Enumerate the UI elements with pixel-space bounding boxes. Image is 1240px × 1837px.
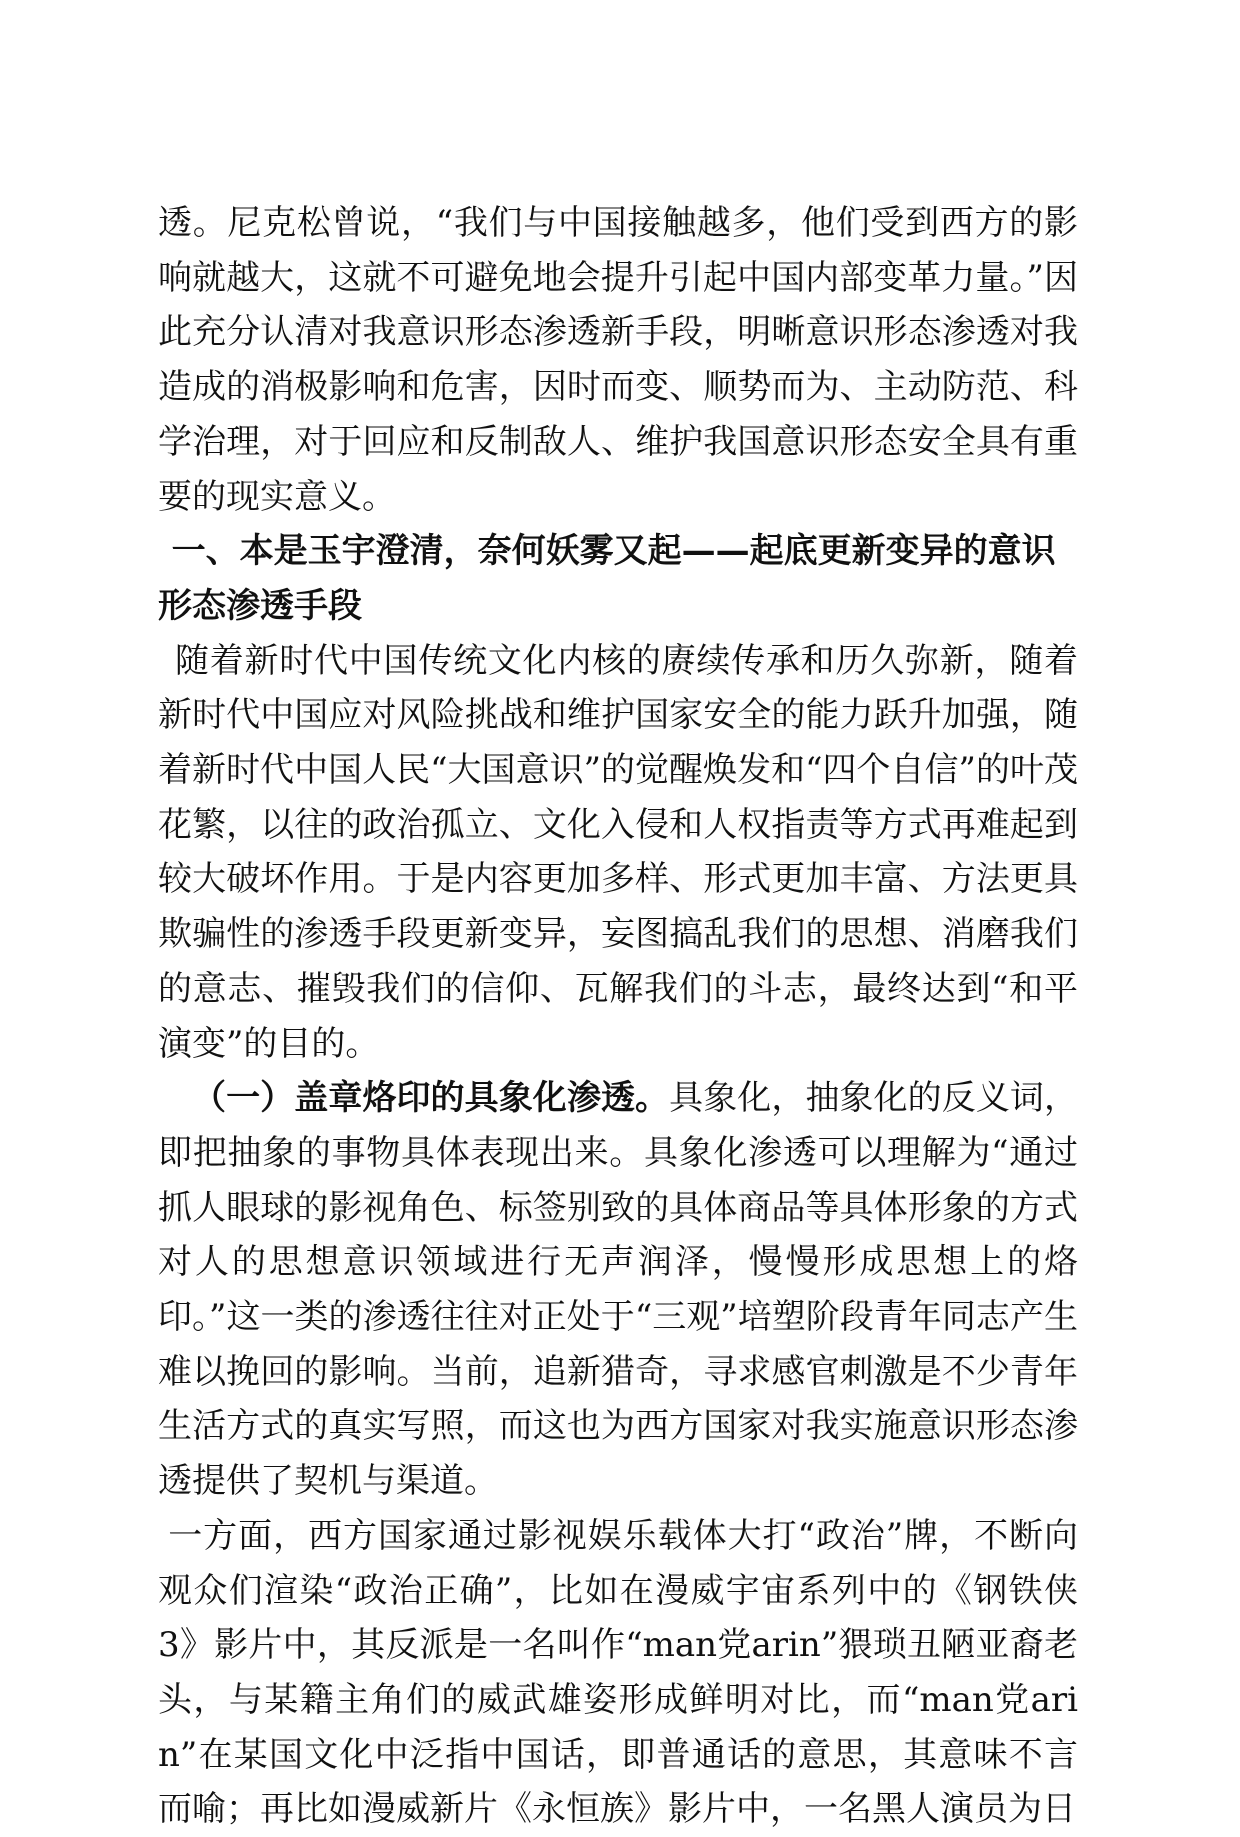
- paragraph-section-1: 随着新时代中国传统文化内核的赓续传承和历久弥新，随着新时代中国应对风险挑战和维护国家安全的能力跃升加强，随着新时代中国人民“大国意识”的觉醒焕发和“四个自信”的叶茂花繁，以往的政治孤立、文化入侵和人权指责等方式再难起到较大破坏作用。于是内容更加多样、形式更加丰富、方法更具欺骗性的渗透手段更新变异，妄图搞乱我们的思想、消磨我们的意志、摧毁我们的信仰、瓦解我们的斗志，最终达到“和平演变”的目的。: [158, 640, 1078, 1064]
- paragraph-example: 一方面，西方国家通过影视娱乐载体大打“政治”牌，不断向观众们渲染“政治正确”，比如在漫威宇宙系列中的《钢铁侠3》影片中，其反派是一名叫作“man党arin”猥琐丑陋亚裔老头，与某籍主角们的威武雄姿形成鲜明对比，而“man党arin”在某国文化中泛指中国话，即普通话的意思，其意味不言而喻；再比如漫威新片《永恒族》影片中，一名黑人演员为日: [158, 1515, 1078, 1830]
- section-heading-1: 一、本是玉宇澄清，奈何妖雾又起——起底更新变异的意识形态渗透手段: [158, 531, 1056, 626]
- paragraph-subsection-1: [158, 1071, 1078, 1509]
- paragraph-intro: 透。尼克松曾说，“我们与中国接触越多，他们受到西方的影响就越大，这就不可避免地会提升引起中国内部变革力量。”因此充分认清对我意识形态渗透新手段，明晰意识形态渗透对我造成的消极影响和危害，因时而变、顺势而为、主动防范、科学治理，对于回应和反制敌人、维护我国意识形态安全具有重要的现实意义。: [158, 203, 1078, 517]
- document-page: [158, 196, 1078, 1837]
- subsection-body-1: 具象化，抽象化的反义词，即把抽象的事物具体表现出来。具象化渗透可以理解为“通过抓人眼球的影视角色、标签别致的具体商品等具体形象的方式对人的思想意识领域进行无声润泽，慢慢形成思想上的烙印。”这一类的渗透往往对正处于“三观”培塑阶段青年同志产生难以挽回的影响。当前，追新猎奇，寻求感官刺激是不少青年生活方式的真实写照，而这也为西方国家对我实施意识形态渗透提供了契机与渠道。: [158, 1078, 1079, 1502]
- subsection-heading-1: （一）盖章烙印的具象化渗透。: [192, 1078, 670, 1119]
